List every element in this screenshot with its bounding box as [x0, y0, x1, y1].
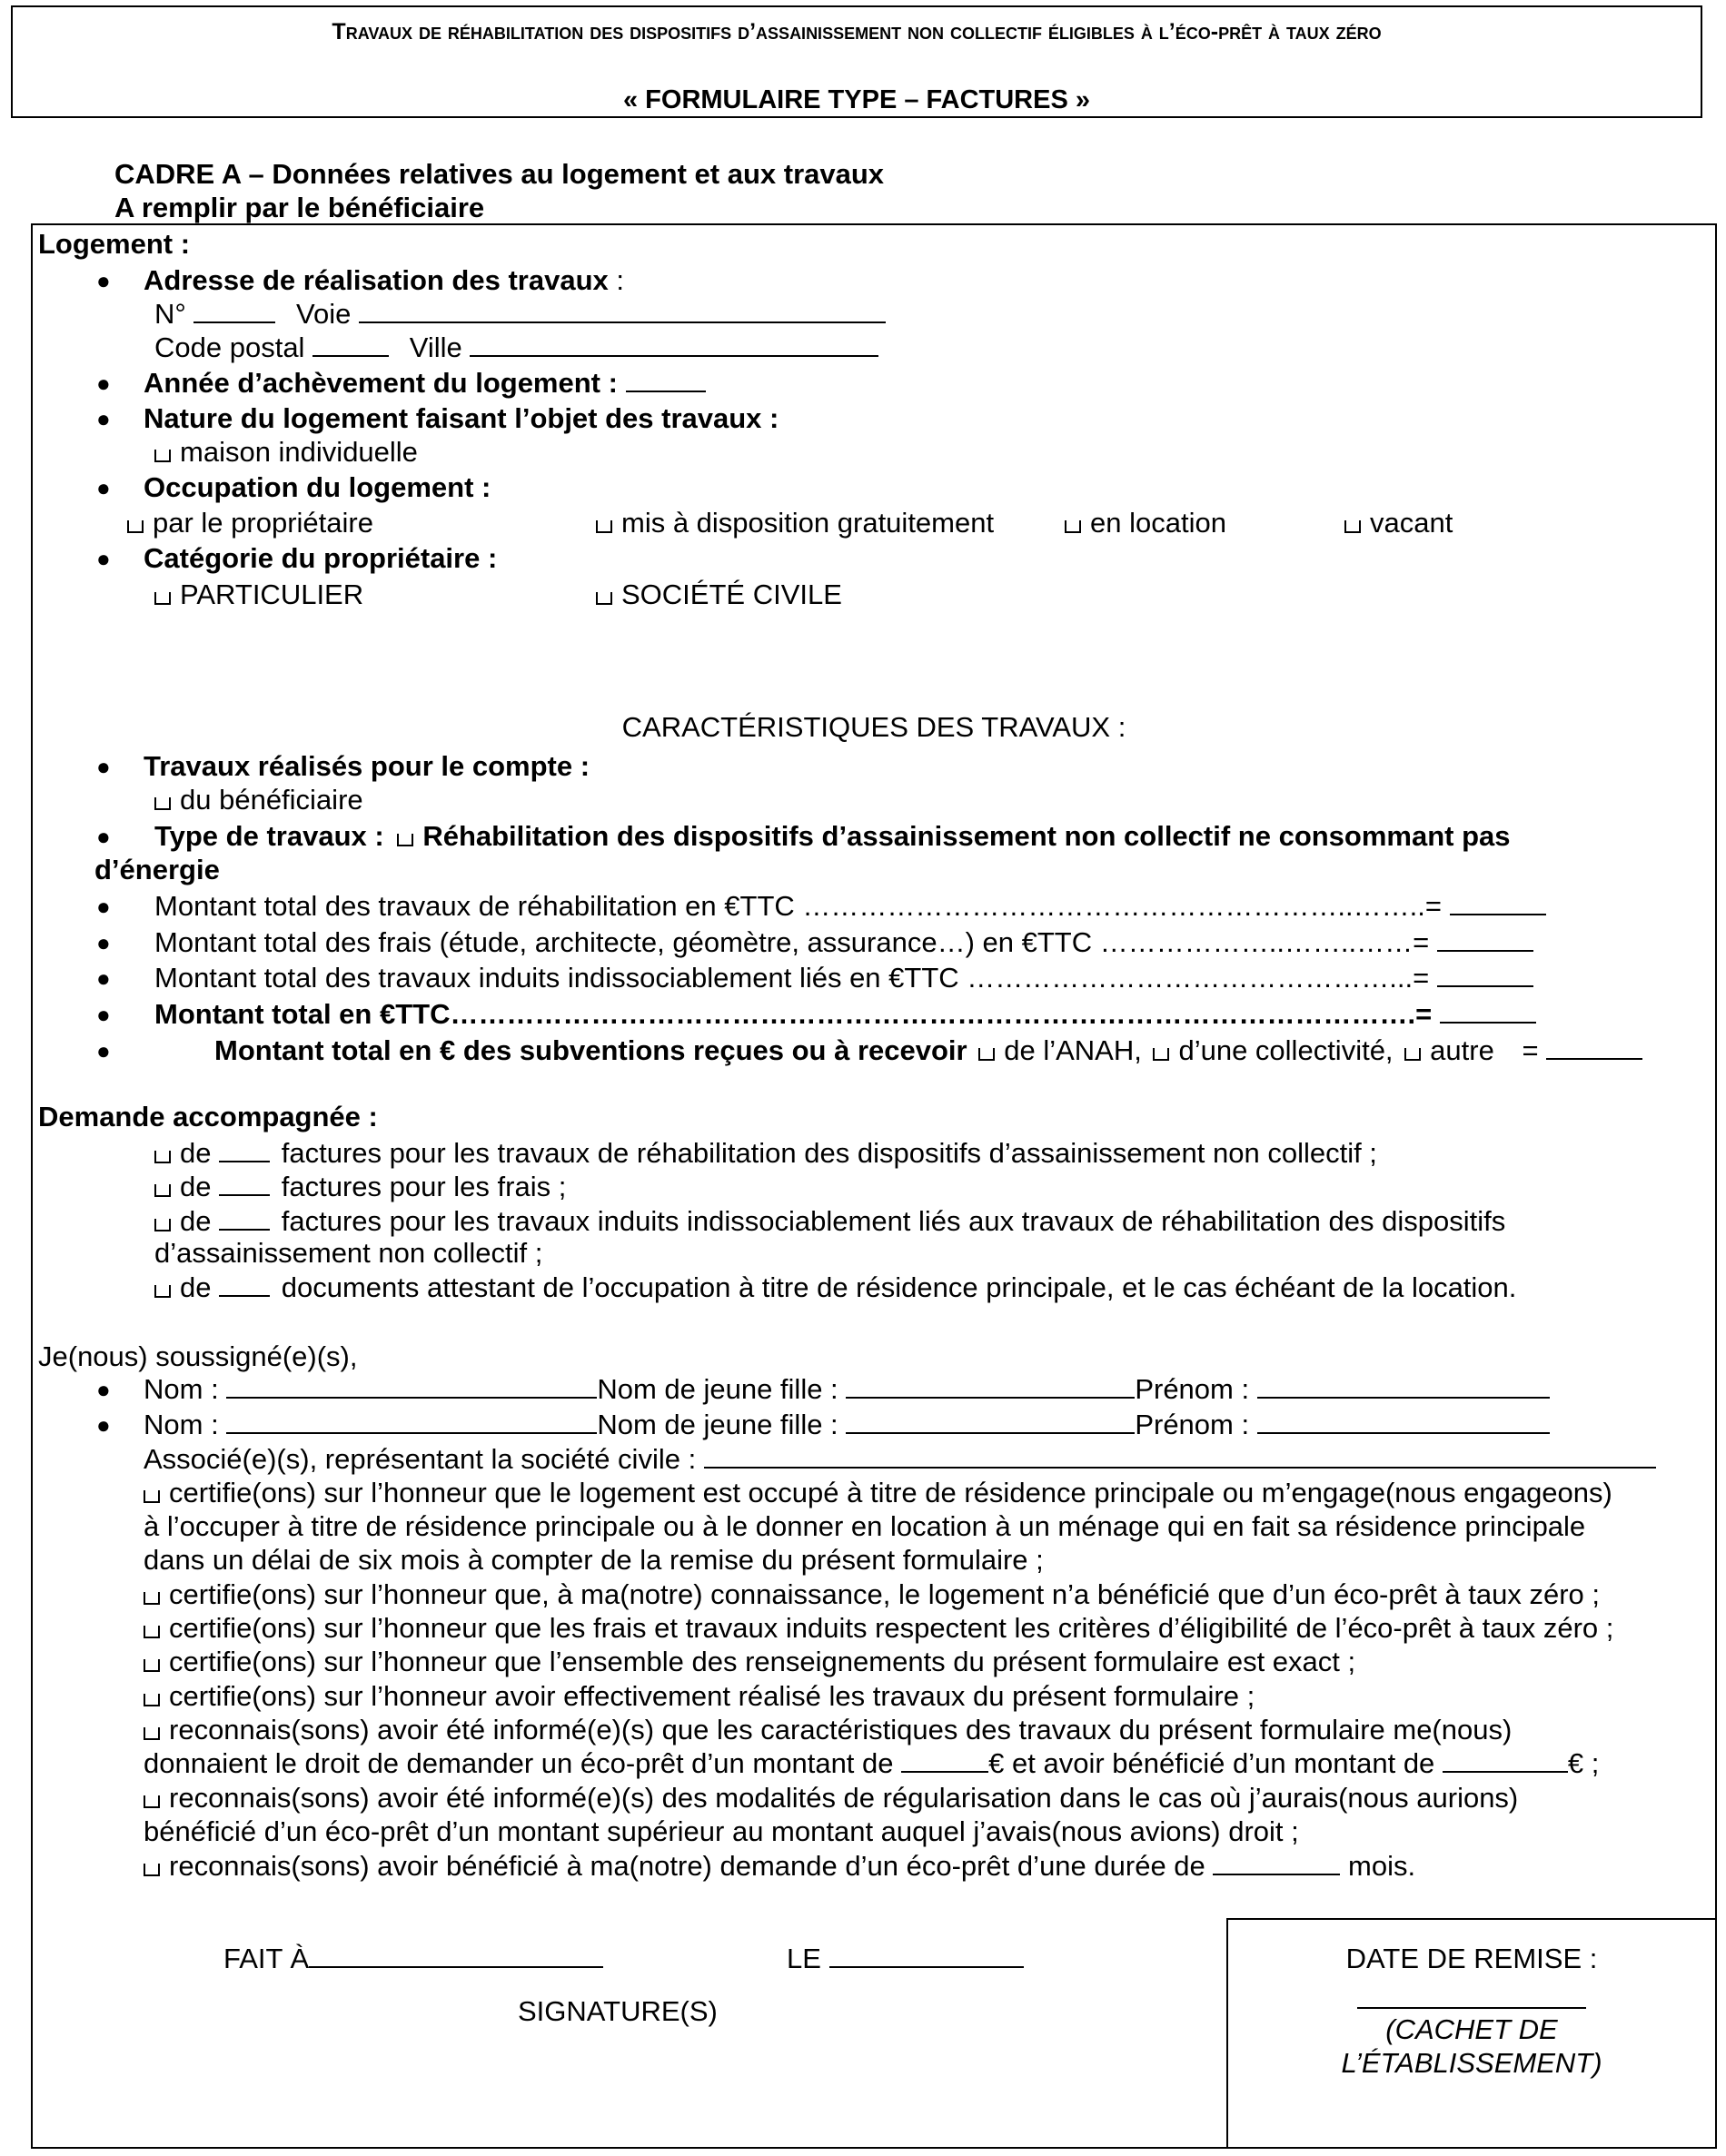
- no-field[interactable]: [193, 297, 275, 323]
- type-option-label: Réhabilitation des dispositifs d’assainissement non collectif ne consommant pas: [422, 820, 1511, 852]
- nom-label: Nom :: [144, 1409, 219, 1440]
- montant-total-row: [154, 997, 1536, 1031]
- occupation-label: Occupation du logement :: [144, 471, 491, 503]
- bullet-icon: ●: [96, 545, 111, 572]
- demande-item: [154, 1136, 1377, 1170]
- compte-option[interactable]: [154, 783, 363, 816]
- bullet-icon: ●: [96, 1001, 111, 1028]
- no-label: N°: [154, 298, 186, 330]
- associe-field[interactable]: [704, 1442, 1656, 1469]
- reconnais-montant-l2a: donnaient le droit de demander un éco-prêt d’un montant de: [144, 1747, 894, 1779]
- occupation-option-location[interactable]: [1065, 506, 1226, 539]
- checkbox-icon[interactable]: [154, 797, 171, 810]
- certif-residence: [144, 1476, 1612, 1509]
- reconnais-montant-l2: [144, 1746, 1599, 1780]
- associe-label: Associé(e)(s), représentant la société civile :: [144, 1443, 697, 1475]
- demande-count-field[interactable]: [219, 1136, 270, 1162]
- nature-option-label: maison individuelle: [180, 436, 418, 468]
- subventions-eq: =: [1522, 1034, 1539, 1066]
- certif-realise-label: certifie(ons) sur l’honneur avoir effectivement réalisé les travaux du présent formulaire ;: [169, 1680, 1255, 1712]
- demande-item-label: documents attestant de l’occupation à titre de résidence principale, et le cas échéant de la location.: [281, 1271, 1517, 1303]
- reconnais-montant-l2b: € et avoir bénéficié d’un montant de: [988, 1747, 1435, 1779]
- annee-label: Année d’achèvement du logement :: [144, 367, 618, 399]
- fait-a-field[interactable]: [309, 1942, 603, 1968]
- reconnais-montant: [144, 1713, 1512, 1746]
- checkbox-icon[interactable]: [154, 592, 171, 605]
- prenom-label: Prénom :: [1135, 1409, 1250, 1440]
- checkbox-icon[interactable]: [144, 1727, 160, 1740]
- fait-a-label: FAIT À: [223, 1943, 310, 1974]
- bullet-icon: ●: [96, 474, 111, 501]
- demande-item-cont: d’assainissement non collectif ;: [154, 1237, 543, 1269]
- checkbox-icon[interactable]: [596, 592, 612, 605]
- bullet-icon: ●: [96, 1411, 111, 1439]
- demande-de: de: [180, 1205, 212, 1237]
- reconnais-duree-unit: mois.: [1348, 1850, 1416, 1882]
- subventions-label: Montant total en € des subventions reçues ou à recevoir: [214, 1034, 967, 1066]
- reconnais-montant-l2c: € ;: [1567, 1747, 1600, 1779]
- checkbox-icon[interactable]: [154, 1219, 171, 1231]
- checkbox-icon[interactable]: [144, 1592, 160, 1605]
- nom-row: [144, 1372, 1550, 1406]
- occupation-option-proprietaire[interactable]: [127, 506, 373, 539]
- subventions-opt-anah: de l’ANAH,: [1004, 1034, 1142, 1066]
- le-row: [787, 1942, 1024, 1975]
- declaration-intro: Je(nous) soussigné(e)(s),: [38, 1340, 358, 1372]
- subventions-opt-collectivite: d’une collectivité,: [1178, 1034, 1394, 1066]
- le-label: LE: [787, 1943, 821, 1974]
- voie-field[interactable]: [359, 297, 886, 323]
- le-field[interactable]: [829, 1942, 1024, 1968]
- reconnais-duree: [144, 1849, 1415, 1883]
- demande-heading: Demande accompagnée :: [38, 1101, 378, 1132]
- reconnais-regularisation-l2: bénéficié d’un éco-prêt d’un montant supérieur au montant auquel j’avais(nous avions) droit ;: [144, 1815, 1299, 1847]
- montant-frais-field[interactable]: [1437, 925, 1533, 952]
- montant-induits-label: Montant total des travaux induits indissociablement liés en €TTC ………………………………………...=: [154, 962, 1430, 994]
- checkbox-icon[interactable]: [144, 1626, 160, 1638]
- demande-item: [154, 1170, 566, 1203]
- type-option-cont: d’énergie: [94, 854, 220, 885]
- demande-item-label: factures pour les travaux de réhabilitation des dispositifs d’assainissement non collectif ;: [281, 1137, 1377, 1169]
- nature-option[interactable]: [154, 435, 418, 469]
- categorie-option-societe[interactable]: [596, 578, 842, 611]
- montant-rehab-field[interactable]: [1450, 889, 1546, 915]
- occupation-option-gratuit[interactable]: [596, 506, 994, 539]
- bullet-icon: ●: [96, 929, 111, 956]
- checkbox-icon[interactable]: [1344, 520, 1361, 533]
- montant-total-field[interactable]: [1440, 997, 1536, 1024]
- bullet-icon: ●: [96, 823, 111, 850]
- prenom-field[interactable]: [1257, 1408, 1550, 1434]
- certif-exact-label: certifie(ons) sur l’honneur que l’ensemble des renseignements du présent formulaire est exact ;: [169, 1646, 1356, 1677]
- checkbox-icon[interactable]: [144, 1795, 160, 1808]
- compte-option-label: du bénéficiaire: [180, 784, 363, 816]
- nom-field[interactable]: [226, 1372, 597, 1399]
- cadre-a-subtitle: A remplir par le bénéficiaire: [114, 192, 485, 223]
- checkbox-icon[interactable]: [154, 1151, 171, 1163]
- nom-label: Nom :: [144, 1373, 219, 1405]
- checkbox-icon[interactable]: [154, 1184, 171, 1197]
- cachet-label-l2: L’ÉTABLISSEMENT): [1341, 2047, 1602, 2079]
- occupation-option-label: par le propriétaire: [153, 507, 373, 539]
- certif-unique: [144, 1577, 1600, 1611]
- bullet-icon: ●: [96, 964, 111, 992]
- cadre-a-title: CADRE A – Données relatives au logement et aux travaux: [114, 158, 885, 190]
- reconnais-duree-label: reconnais(sons) avoir bénéficié à ma(notre) demande d’un éco-prêt d’une durée de: [169, 1850, 1205, 1882]
- demande-de: de: [180, 1171, 212, 1202]
- checkbox-icon[interactable]: [1153, 1048, 1169, 1061]
- certif-criteres-label: certifie(ons) sur l’honneur que les frais et travaux induits respectent les critères d’éligibilité de l’éco-prêt à taux zéro ;: [169, 1612, 1614, 1644]
- jeune-fille-field[interactable]: [846, 1372, 1135, 1399]
- checkbox-icon[interactable]: [596, 520, 612, 533]
- montant-frais-label: Montant total des frais (étude, architecte, géomètre, assurance…) en €TTC ………………..……..……=: [154, 926, 1430, 958]
- certif-unique-label: certifie(ons) sur l’honneur que, à ma(notre) connaissance, le logement n’a bénéficié que d’un éco-prêt à taux zéro ;: [169, 1578, 1601, 1610]
- date-remise-field[interactable]: [1357, 1983, 1586, 2009]
- address-row-1: [154, 297, 886, 331]
- nom-row: [144, 1408, 1550, 1441]
- demande-item-label: factures pour les travaux induits indissociablement liés aux travaux de réhabilitation des dispositifs: [281, 1205, 1506, 1237]
- certif-residence-l3: dans un délai de six mois à compter de la remise du présent formulaire ;: [144, 1544, 1044, 1576]
- categorie-option-particulier[interactable]: [154, 578, 363, 611]
- bullet-icon: ●: [96, 893, 111, 920]
- montant-induits-field[interactable]: [1437, 961, 1533, 987]
- bullet-icon: ●: [96, 1037, 111, 1064]
- occupation-option-label: en location: [1090, 507, 1226, 539]
- checkbox-icon[interactable]: [144, 1490, 160, 1503]
- subventions-opt-autre: autre: [1430, 1034, 1494, 1066]
- checkbox-icon[interactable]: [144, 1694, 160, 1706]
- montant-beneficie-field[interactable]: [1443, 1746, 1568, 1773]
- fait-a-row: [223, 1942, 603, 1975]
- demande-de: de: [180, 1271, 212, 1303]
- occupation-option-label: mis à disposition gratuitement: [621, 507, 995, 539]
- bullet-icon: ●: [96, 1376, 111, 1403]
- jeune-fille-field[interactable]: [846, 1408, 1135, 1434]
- categorie-option-label: SOCIÉTÉ CIVILE: [621, 579, 842, 610]
- checkbox-icon[interactable]: [154, 450, 171, 462]
- form-title: Travaux de réhabilitation des dispositifs d’assainissement non collectif éligibles à l’éco-prêt à taux zéro: [332, 19, 1382, 45]
- voie-label: Voie: [296, 298, 352, 330]
- demande-item: [154, 1204, 1505, 1238]
- montant-induits-row: [154, 961, 1533, 994]
- montant-droit-field[interactable]: [901, 1746, 988, 1773]
- montant-total-label: Montant total en €TTC………………………………………………………………………………………….=: [154, 998, 1433, 1030]
- adresse-row: [144, 263, 624, 297]
- checkbox-icon[interactable]: [1065, 520, 1081, 533]
- bullet-icon: ●: [96, 753, 111, 780]
- annee-row: [144, 366, 706, 400]
- bullet-icon: ●: [96, 405, 111, 432]
- montant-rehab-row: [154, 889, 1546, 923]
- nature-label: Nature du logement faisant l’objet des travaux :: [144, 402, 779, 434]
- occupation-option-vacant[interactable]: [1344, 506, 1453, 539]
- jeune-fille-label: Nom de jeune fille :: [597, 1409, 838, 1440]
- checkbox-icon[interactable]: [397, 834, 413, 846]
- jeune-fille-label: Nom de jeune fille :: [597, 1373, 838, 1405]
- montant-rehab-label: Montant total des travaux de réhabilitation en €TTC …………………………………………………..……..=: [154, 890, 1442, 922]
- duree-field[interactable]: [1213, 1849, 1340, 1875]
- date-remise-label: DATE DE REMISE :: [1345, 1943, 1598, 1974]
- associe-row: [144, 1442, 1656, 1476]
- cachet-label-l1: (CACHET DE: [1385, 2013, 1558, 2045]
- annee-field[interactable]: [626, 366, 706, 392]
- checkbox-icon[interactable]: [1404, 1048, 1421, 1061]
- reconnais-regularisation-l1: reconnais(sons) avoir été informé(e)(s) des modalités de régularisation dans le cas où j’aurais(nous aurions): [169, 1782, 1519, 1814]
- adresse-colon: :: [608, 264, 624, 296]
- signature-label: SIGNATURE(S): [518, 1995, 718, 2027]
- code-postal-label: Code postal: [154, 331, 305, 363]
- address-row-2: [154, 331, 878, 364]
- categorie-label: Catégorie du propriétaire :: [144, 542, 498, 574]
- travaux-heading: CARACTÉRISTIQUES DES TRAVAUX :: [621, 711, 1126, 743]
- categorie-option-label: PARTICULIER: [180, 579, 364, 610]
- compte-label: Travaux réalisés pour le compte :: [144, 750, 590, 782]
- certif-exact: [144, 1645, 1355, 1678]
- demande-item-label: factures pour les frais ;: [281, 1171, 567, 1202]
- reconnais-montant-l1: reconnais(sons) avoir été informé(e)(s) que les caractéristiques des travaux du présent formulaire me(nous): [169, 1714, 1513, 1746]
- certif-residence-l1: certifie(ons) sur l’honneur que le logement est occupé à titre de résidence principale ou m’engage(nous engageons): [169, 1477, 1612, 1508]
- ville-field[interactable]: [470, 331, 878, 357]
- checkbox-icon[interactable]: [144, 1864, 160, 1876]
- demande-count-field[interactable]: [219, 1170, 270, 1196]
- bullet-icon: ●: [96, 370, 111, 397]
- code-postal-field[interactable]: [312, 331, 389, 357]
- subventions-row: [214, 1033, 1642, 1067]
- occupation-option-label: vacant: [1370, 507, 1453, 539]
- reconnais-regularisation: [144, 1781, 1518, 1815]
- type-row: [154, 819, 1511, 853]
- montant-frais-row: [154, 925, 1533, 959]
- nom-field[interactable]: [226, 1408, 597, 1434]
- demande-de: de: [180, 1137, 212, 1169]
- certif-realise: [144, 1679, 1255, 1713]
- prenom-field[interactable]: [1257, 1372, 1550, 1399]
- certif-criteres: [144, 1611, 1613, 1645]
- checkbox-icon[interactable]: [144, 1659, 160, 1672]
- ville-label: Ville: [409, 331, 462, 363]
- bullet-icon: ●: [96, 267, 111, 294]
- certif-residence-l2: à l’occuper à titre de résidence principale ou à le donner en location à un ménage qui en fait sa résidence principale: [144, 1510, 1586, 1542]
- prenom-label: Prénom :: [1135, 1373, 1250, 1405]
- type-label: Type de travaux :: [154, 820, 384, 852]
- adresse-label: Adresse de réalisation des travaux: [144, 264, 609, 296]
- demande-count-field[interactable]: [219, 1204, 270, 1231]
- form-subtitle: « FORMULAIRE TYPE – FACTURES »: [622, 85, 1090, 114]
- subventions-field[interactable]: [1546, 1033, 1642, 1060]
- demande-item: [154, 1271, 1516, 1304]
- logement-heading: Logement :: [38, 228, 191, 260]
- checkbox-icon[interactable]: [978, 1048, 995, 1061]
- checkbox-icon[interactable]: [127, 520, 144, 533]
- checkbox-icon[interactable]: [154, 1285, 171, 1298]
- demande-count-field[interactable]: [219, 1271, 270, 1297]
